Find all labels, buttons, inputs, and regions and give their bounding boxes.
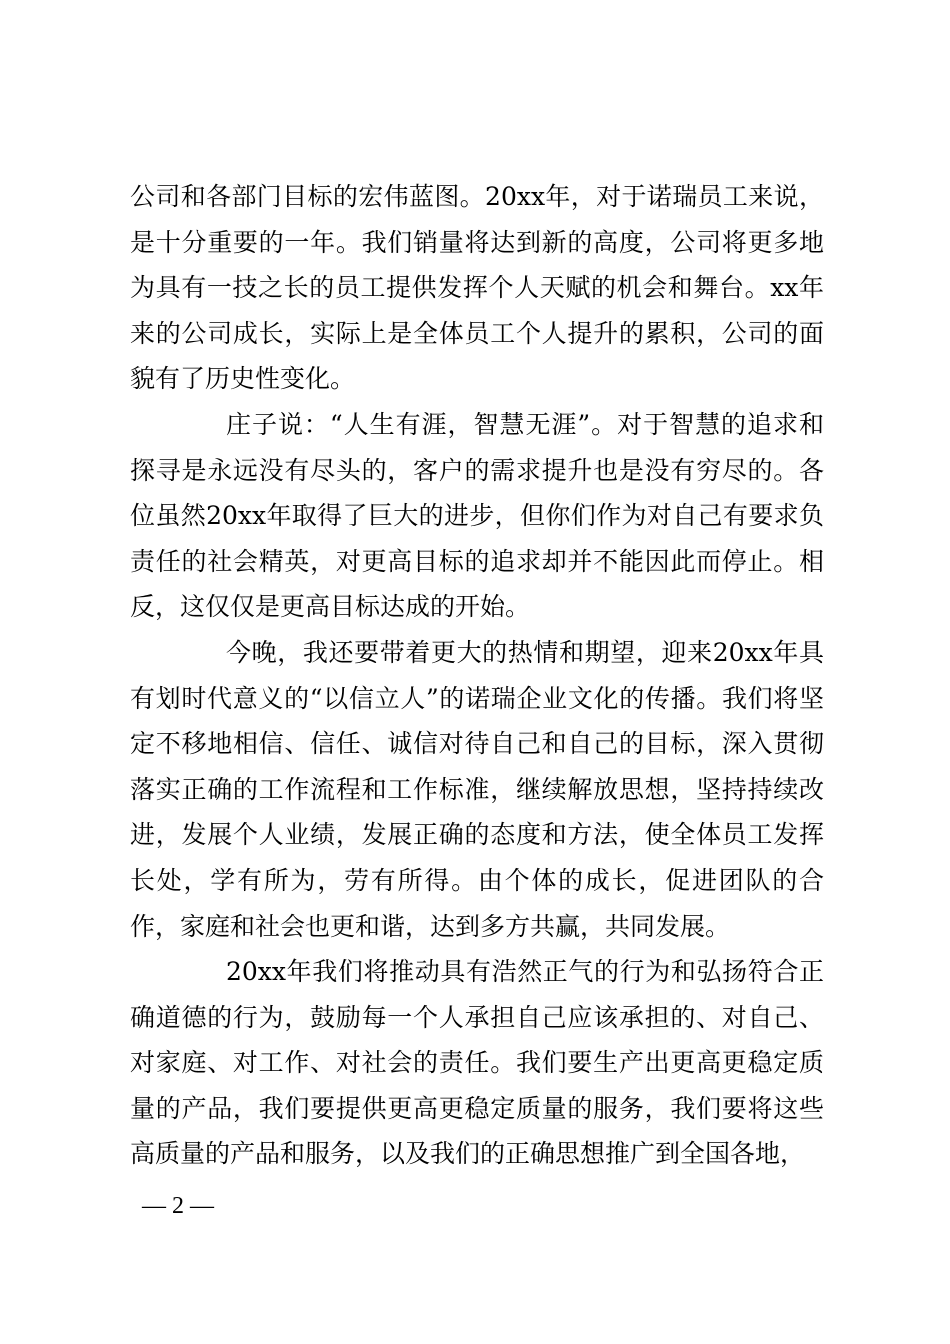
paragraph-tonight: 今晚，我还要带着更大的热情和期望，迎来20xx年具有划时代意义的“以信立人”的诺瑞企业文化的传播。我们将坚定不移地相信、信任、诚信对待自己和自己的目标，深入贯彻落实正确的工作流程和工作标准，继续解放思想，坚持持续改进，发展个人业绩，发展正确的态度和方法，使全体员工发挥长处，学有所为，劳有所得。由个体的成长，促进团队的合作，家庭和社会也更和谐，达到多方共赢，共同发展。 xyxy=(130,637,824,941)
document-body xyxy=(130,174,824,1177)
paragraph-20xx-plans: 20xx年我们将推动具有浩然正气的行为和弘扬符合正确道德的行为，鼓励每一个人承担自己应该承担的、对自己、对家庭、对工作、对社会的责任。我们要生产出更高更稳定质量的产品，我们要提供更高更稳定质量的服务，我们要将这些高质量的产品和服务，以及我们的正确思想推广到全国各地， xyxy=(130,957,824,1169)
paragraph-zhuangzi-quote: 庄子说：“人生有涯，智慧无涯”。对于智慧的追求和探寻是永远没有尽头的，客户的需求提升也是没有穷尽的。各位虽然20xx年取得了巨大的进步，但你们作为对自己有要求负责任的社会精英，对更高目标的追求却并不能因此而停止。相反，这仅仅是更高目标达成的开始。 xyxy=(130,409,824,622)
paragraph-continued: 公司和各部门目标的宏伟蓝图。20xx年，对于诺瑞员工来说，是十分重要的一年。我们销量将达到新的高度，公司将更多地为具有一技之长的员工提供发挥个人天赋的机会和舞台。xx年来的公司成长，实际上是全体员工个人提升的累积，公司的面貌有了历史性变化。 xyxy=(130,182,824,394)
page-number: — 2 — xyxy=(142,1193,214,1219)
